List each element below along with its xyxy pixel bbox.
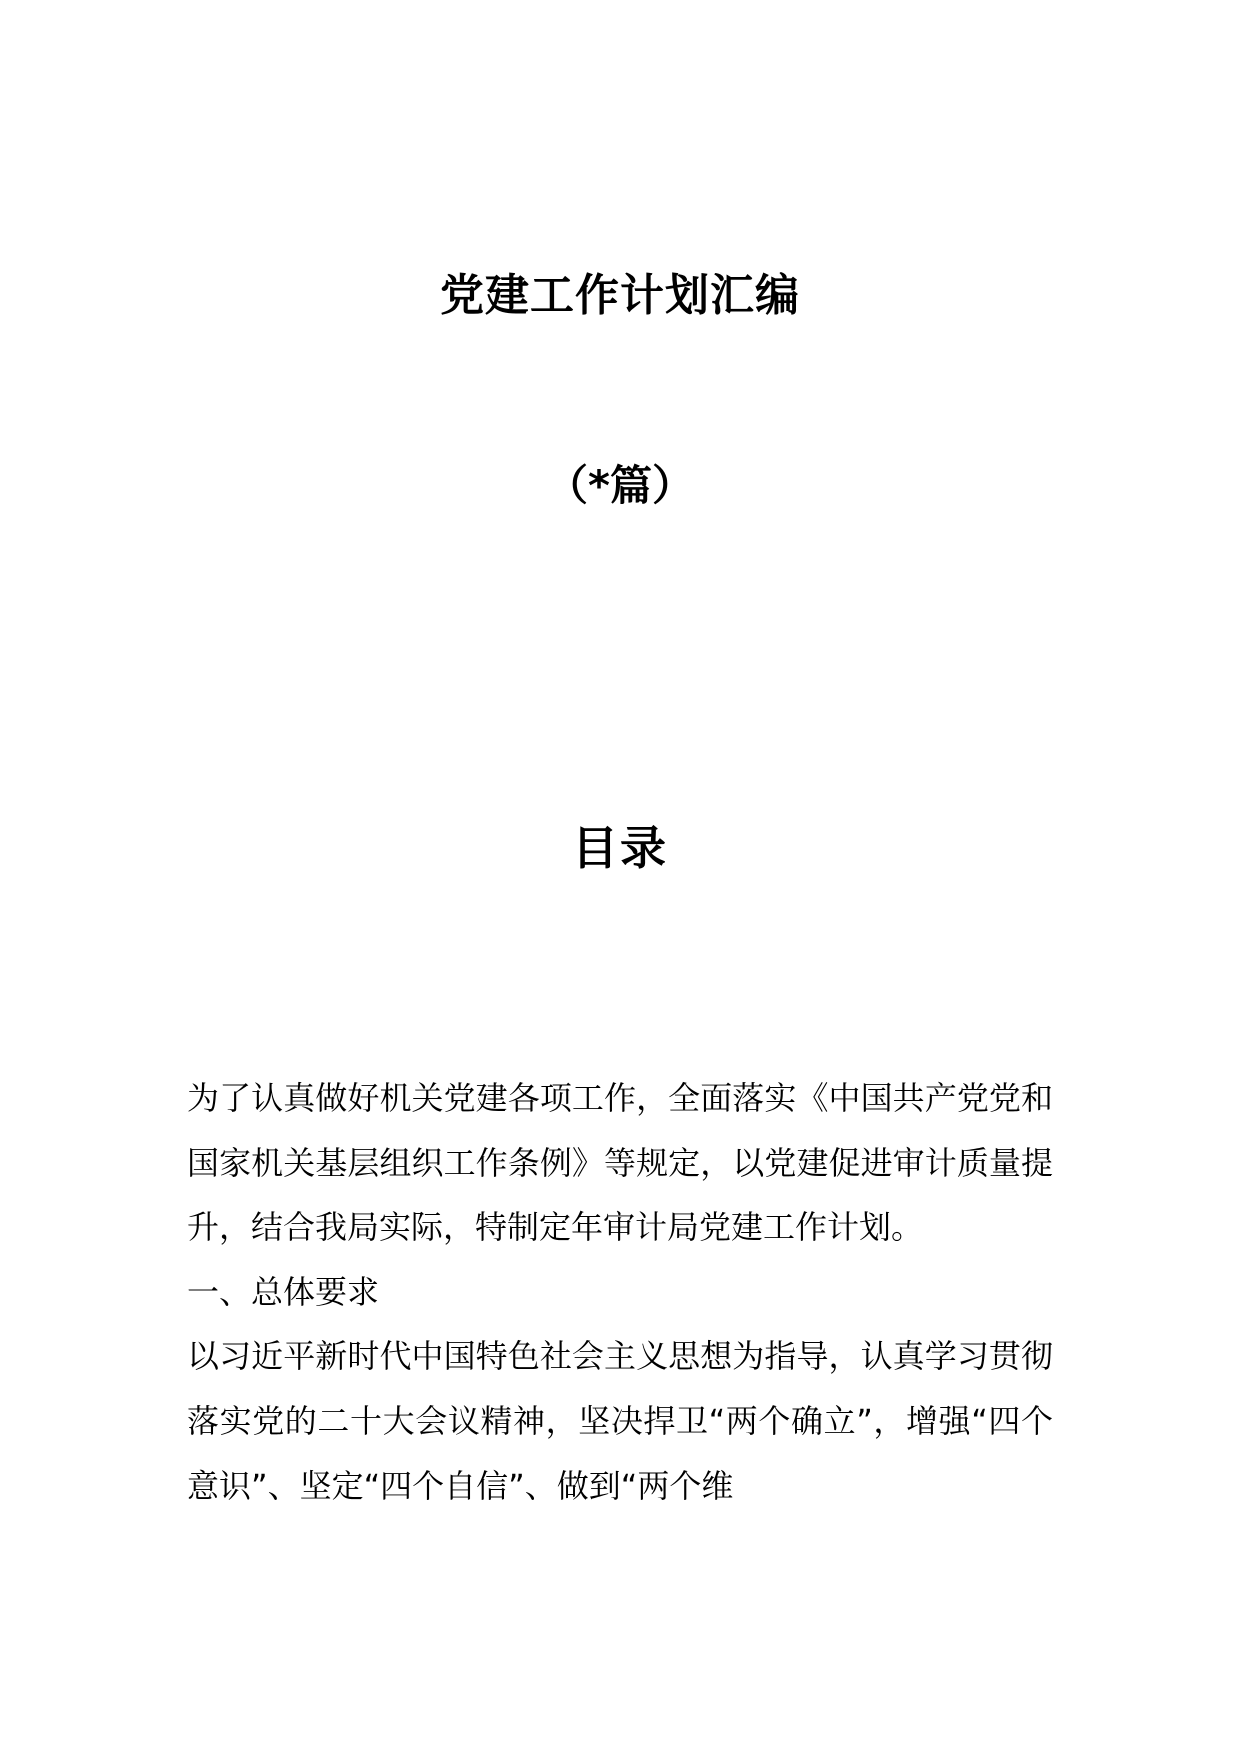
intro-paragraph: 为了认真做好机关党建各项工作，全面落实《中国共产党党和国家机关基层组织工作条例》等规定，以党建促进审计质量提升，结合我局实际，特制定年审计局党建工作计划。	[187, 1079, 1053, 1247]
body-paragraph: 以习近平新时代中国特色社会主义思想为指导，认真学习贯彻落实党的二十大会议精神，坚决捍卫“两个确立”，增强“四个意识”、坚定“四个自信”、做到“两个维	[187, 1337, 1053, 1505]
toc-heading: 目录	[572, 821, 668, 875]
body-text	[187, 1066, 1053, 1518]
section-heading: 一、总体要求	[187, 1272, 380, 1311]
document-subtitle: （*篇）	[546, 461, 694, 510]
document-title: 党建工作计划汇编	[440, 270, 800, 321]
